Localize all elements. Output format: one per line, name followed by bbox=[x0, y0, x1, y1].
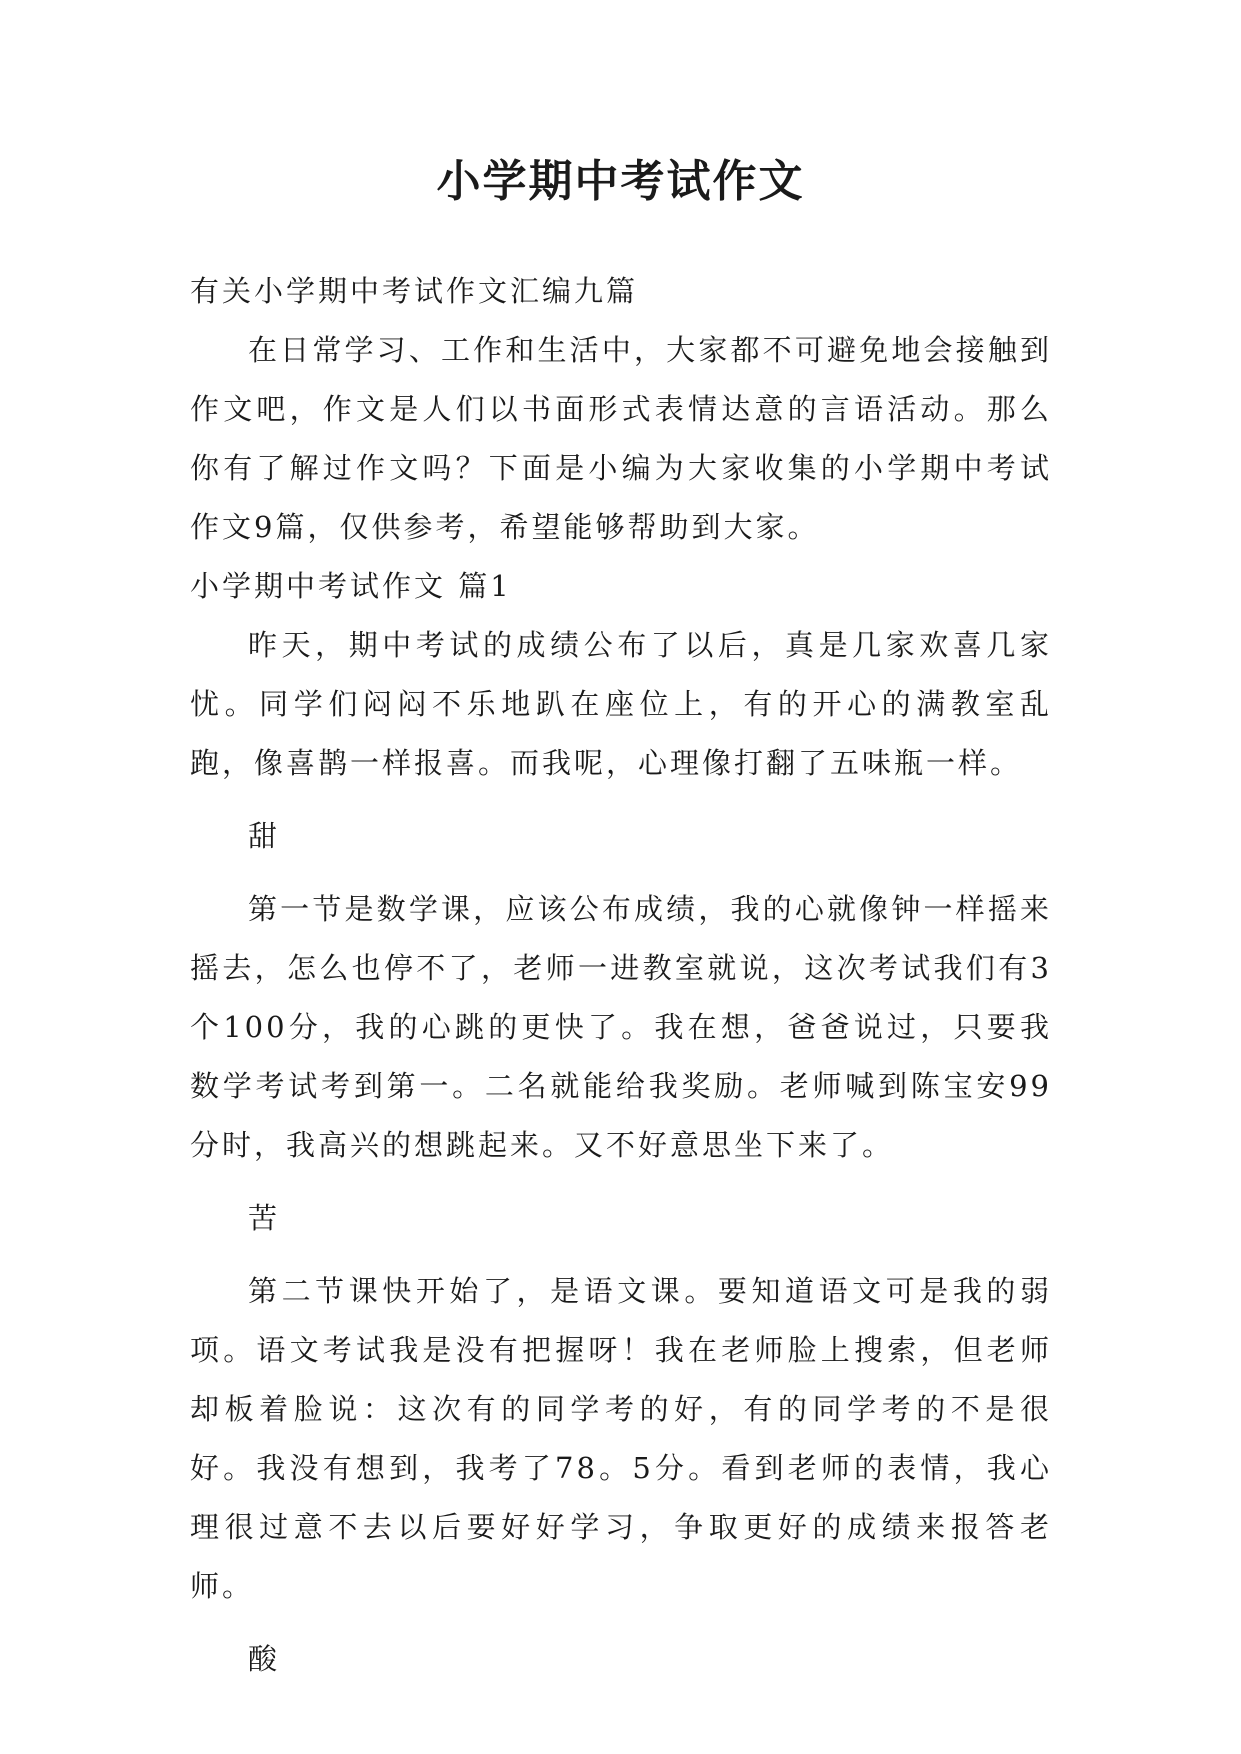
body-paragraph: 苦 bbox=[248, 1201, 281, 1235]
document-body bbox=[190, 262, 1052, 1689]
page-title: 小学期中考试作文 bbox=[436, 156, 805, 207]
body-paragraph: 第一节是数学课，应该公布成绩，我的心就像钟一样摇来摇去，怎么也停不了，老师一进教室就说，这次考试我们有3个100分，我的心跳的更快了。我在想，爸爸说过，只要我数学考试考到第一。二名就能给我奖励。老师喊到陈宝安99分时，我高兴的想跳起来。又不好意思坐下来了。 bbox=[190, 892, 1052, 1162]
body-paragraph: 第二节课快开始了，是语文课。要知道语文可是我的弱项。语文考试我是没有把握呀！我在老师脸上搜索，但老师却板着脸说：这次有的同学考的好，有的同学考的不是很好。我没有想到，我考了78。5分。看到老师的表情，我心理很过意不去以后要好好学习，争取更好的成绩来报答老师。 bbox=[190, 1274, 1052, 1603]
body-paragraph: 甜 bbox=[248, 819, 281, 853]
body-paragraph: 酸 bbox=[248, 1642, 281, 1676]
body-paragraph: 昨天，期中考试的成绩公布了以后，真是几家欢喜几家忧。同学们闷闷不乐地趴在座位上，有的开心的满教室乱跑，像喜鹊一样报喜。而我呢，心理像打翻了五味瓶一样。 bbox=[190, 628, 1052, 780]
document-subtitle: 有关小学期中考试作文汇编九篇 bbox=[190, 274, 639, 308]
intro-paragraph: 在日常学习、工作和生活中，大家都不可避免地会接触到作文吧，作文是人们以书面形式表情达意的言语活动。那么你有了解过作文吗？下面是小编为大家收集的小学期中考试作文9篇，仅供参考，希望能够帮助到大家。 bbox=[190, 333, 1052, 544]
section-heading: 小学期中考试作文 篇1 bbox=[190, 569, 512, 603]
